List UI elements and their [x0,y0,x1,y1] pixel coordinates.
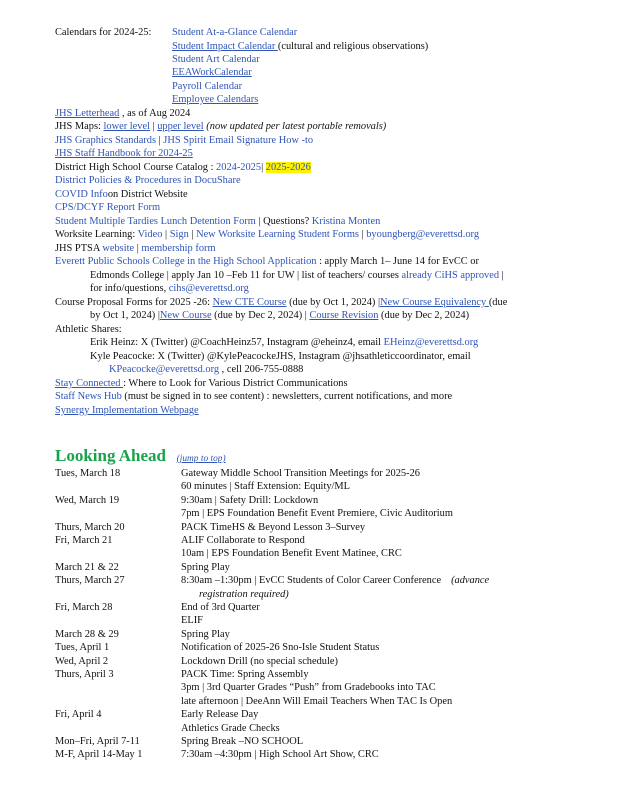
letterhead-link[interactable]: JHS Letterhead [55,108,120,119]
event-date: Fri, March 28 [55,602,113,613]
student-impact-calendar-link[interactable]: Student Impact Calendar [172,41,278,52]
event-detail [181,668,309,681]
college-note: Edmonds College | apply Jan 10 –Feb 11 for UW | list of teachers/ courses [90,270,402,281]
letterhead-note: , as of Aug 2024 [119,108,191,119]
event-detail [181,735,303,748]
athletic-erik-row [90,336,478,349]
cps-report-form-link[interactable]: CPS/DCYF Report Form [55,202,161,213]
proposal-note: (due by Dec 2, 2024) | [211,310,310,321]
tardies-note: | Questions? [255,216,312,227]
event-detail [181,722,280,735]
course-revision-link[interactable]: Course Revision [309,310,379,321]
event-detail-text: Spring Play [181,628,230,640]
event-date: Fri, April 4 [55,709,102,721]
event-detail [181,521,365,534]
payroll-calendar-link[interactable]: Payroll Calendar [172,81,243,92]
maps-lower-level-link[interactable]: lower level [103,121,150,132]
event-detail-text: PACK Time: Spring Assembly [181,669,309,680]
ptsa-website-link[interactable]: website [102,243,135,254]
college-separator: | [499,270,504,281]
synergy-link[interactable]: Synergy Implementation Webpage [55,405,199,416]
student-at-a-glance-calendar-link[interactable]: Student At-a-Glance Calendar [172,27,298,38]
college-row-3 [90,282,249,295]
event-detail-text: Athletics Grade Checks [181,722,280,734]
new-cte-course-link[interactable]: New CTE Course [212,297,287,308]
event-detail-text: Lockdown Drill (no special schedule) [181,655,338,667]
cihs-email-link[interactable]: cihs@everettsd.org [168,283,249,294]
worksite-separator: | [358,229,367,240]
kyle-email-link[interactable]: KPeacocke@everettsd.org [109,364,220,375]
event-date: Thurs, March 27 [55,575,125,587]
course-catalog-row [55,161,311,174]
ptsa-label: JHS PTSA [55,243,103,254]
news-hub-row [55,390,452,403]
worksite-row [55,228,479,241]
event-detail [181,695,452,708]
staff-news-hub-link[interactable]: Staff News Hub [55,391,122,402]
event-note: registration required) [199,588,289,600]
proposal-note: (due [488,297,508,308]
eea-work-calendar-link[interactable]: EEAWorkCalendar [172,67,252,78]
event-detail-text: Notification of 2025-26 Sno-Isle Student Status [181,642,380,654]
event-detail-text: 8:30am –1:30pm | EvCC Students of Color Career Conference [181,575,442,587]
maps-row [55,120,386,133]
event-detail-text: Early Release Day [181,709,259,721]
graphics-separator: | [156,135,164,146]
college-row-1 [55,255,479,268]
college-in-high-school-link[interactable]: Everett Public Schools College in the High School Application [55,256,317,267]
worksite-email-link[interactable]: byoungberg@everettsd.org [366,229,480,240]
event-detail [181,534,305,547]
event-detail-text: 7pm | EPS Foundation Benefit Event Premiere, Civic Auditorium [181,508,453,520]
ptsa-separator: | [134,243,142,254]
new-course-link[interactable]: New Course [159,310,212,321]
maps-separator: | [149,121,158,132]
event-date: Mon–Fri, April 7-11 [55,736,140,747]
event-detail-text: PACK TimeHS & Beyond Lesson 3–Survey [181,521,366,533]
event-date: Thurs, April 3 [55,669,114,680]
event-detail-text: Gateway Middle School Transition Meetings for 2025-26 [181,468,420,479]
stay-connected-link[interactable]: Stay Connected [55,378,124,389]
athletic-kyle-row-2 [109,363,303,376]
event-detail [181,480,350,493]
catalog-separator: | [261,162,266,173]
district-policies-link[interactable]: District Policies & Procedures in DocuShare [55,175,241,186]
news-hub-note: (must be signed in to see content) : newsletters, current notifications, and more [121,391,453,402]
college-note: for info/questions, [90,283,169,294]
worksite-video-link[interactable]: Video [137,229,163,240]
event-detail [181,601,260,614]
event-note: (advance [451,575,490,587]
student-art-calendar-link[interactable]: Student Art Calendar [172,54,260,65]
proposal-row-1 [55,296,507,309]
event-date: Tues, March 18 [55,468,121,479]
maps-label: JHS Maps: [55,121,104,132]
maps-note: (now updated per latest portable removals) [203,121,387,132]
event-detail [181,748,379,761]
catalog-2025-2026-link[interactable]: 2025-2026 [265,162,311,173]
event-detail [181,507,453,520]
event-detail [181,641,379,654]
event-detail-text: Spring Play [181,561,230,573]
proposal-label: Course Proposal Forms for 2025 -26: [55,297,213,308]
event-detail-text: 3pm | 3rd Quarter Grades “Push” from Gradebooks into TAC [181,682,436,694]
covid-row [55,188,188,201]
letterhead-row [55,107,190,120]
event-detail-text: 9:30am | Safety Drill: Lockdown [181,494,319,506]
tardies-contact-link[interactable]: Kristina Monten [311,216,381,227]
kyle-cell: , cell 206-755-0888 [219,364,304,375]
event-detail-text: ELIF [181,615,203,627]
proposal-note: (due by Dec 2, 2024) [378,310,470,321]
event-detail [181,628,230,641]
erik-email-link[interactable]: EHeinz@everettsd.org [383,337,479,348]
employee-calendars-link[interactable]: Employee Calendars [172,94,259,105]
worksite-sign-link[interactable]: Sign [169,229,189,240]
event-detail [181,655,338,668]
graphics-row [55,134,313,147]
cihs-approved-link[interactable]: already CiHS approved [401,270,500,281]
event-detail-text: 10am | EPS Foundation Benefit Event Matinee, CRC [181,548,402,560]
event-detail [181,547,402,560]
event-detail [181,614,203,627]
tardies-form-link[interactable]: Student Multiple Tardies Lunch Detention Form [55,216,256,227]
proposal-note: (due by Oct 1, 2024) | [286,297,381,308]
event-date: March 21 & 22 [55,561,119,573]
athletic-kyle-row: Kyle Peacocke: X (Twitter) @KylePeacockeJHS, Instagram @jhsathleticcoordinator, email [90,351,471,362]
event-date: M-F, April 14-May 1 [55,749,143,761]
worksite-separator: | [162,229,170,240]
event-date: Fri, March 21 [55,535,113,546]
tardies-row [55,215,380,228]
college-note: : apply March 1– June 14 for EvCC or [316,256,479,267]
event-detail-text: 60 minutes | Staff Extension: Equity/ML [181,481,350,493]
event-detail [181,574,489,587]
jump-to-top-link[interactable]: (jump to top) [176,454,226,464]
worksite-forms-link[interactable]: New Worksite Learning Student Forms [196,229,359,240]
athletic-label: Athletic Shares: [55,324,122,335]
event-detail [181,467,420,480]
event-date: Tues, April 1 [55,642,110,654]
new-course-equivalency-link[interactable]: New Course Equivalency [380,297,489,308]
event-detail-text: 7:30am –4:30pm | High School Art Show, CRC [181,749,379,761]
ptsa-membership-link[interactable]: membership form [141,243,216,254]
covid-info-link[interactable]: COVID Info [55,189,108,200]
college-row-2 [90,269,504,282]
catalog-2024-2025-link[interactable]: 2024-2025 [216,162,262,173]
event-detail [181,561,230,574]
covid-note: on District Website [107,189,188,200]
graphics-standards-link[interactable]: JHS Graphics Standards [55,135,157,146]
calendars-label: Calendars for 2024-25: [55,27,152,38]
student-impact-calendar-row [172,40,428,53]
event-detail [181,681,436,694]
event-detail [181,494,318,507]
impact-note: (cultural and religious observations) [277,41,429,52]
stay-connected-note: : Where to Look for Various District Communications [123,378,348,389]
erik-info: Erik Heinz: X (Twitter) @CoachHeinz57, Instagram @eheinz4, email [90,337,384,348]
stay-connected-row [55,377,348,390]
looking-ahead-title: Looking Ahead [55,446,167,465]
event-date: Wed, March 19 [55,494,120,506]
event-detail-text: End of 3rd Quarter [181,602,260,613]
catalog-label: District High School Course Catalog : [55,162,217,173]
proposal-row-2 [90,309,469,322]
event-detail-text: Spring Break –NO SCHOOL [181,736,304,747]
ptsa-row [55,242,216,255]
event-date: Thurs, March 20 [55,521,125,533]
staff-handbook-link[interactable]: JHS Staff Handbook for 2024-25 [55,148,193,159]
maps-upper-level-link[interactable]: upper level [157,121,204,132]
event-detail-text: ALIF Collaborate to Respond [181,535,305,546]
email-signature-link[interactable]: JHS Spirit Email Signature How -to [163,135,314,146]
worksite-label: Worksite Learning: [55,229,138,240]
worksite-separator: | [188,229,197,240]
event-date: March 28 & 29 [55,628,119,640]
event-detail-text: late afternoon | DeeAnn Will Email Teachers When TAC Is Open [181,695,453,707]
proposal-note: by Oct 1, 2024) | [90,310,160,321]
looking-ahead-heading [55,446,226,466]
event-detail [181,708,258,721]
event-date: Wed, April 2 [55,655,109,667]
